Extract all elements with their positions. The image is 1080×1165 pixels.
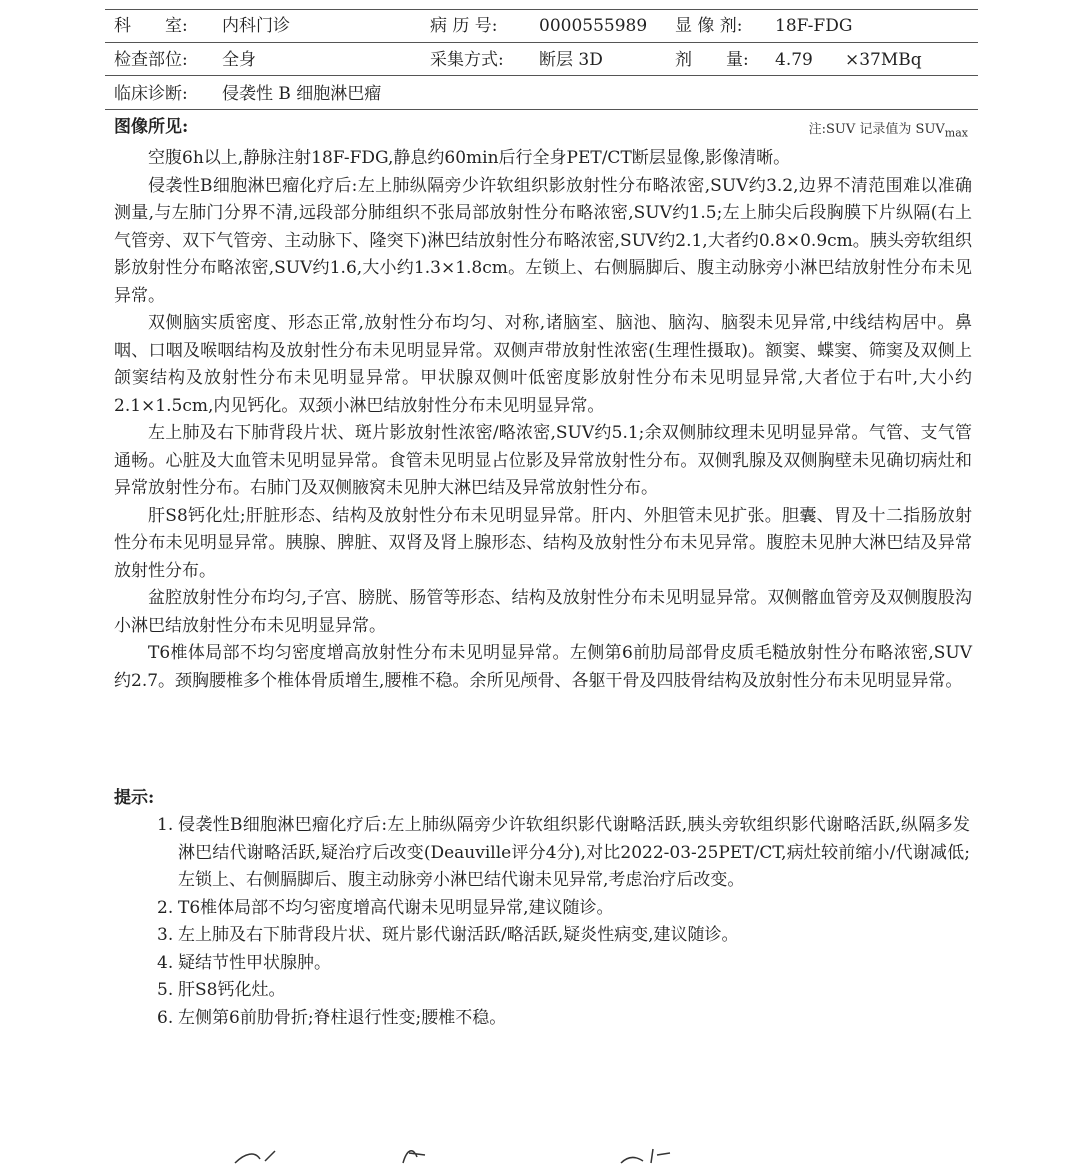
hint-item — [152, 895, 970, 923]
dept-label: 科 室: — [114, 16, 188, 36]
hint-text: 肝S8钙化灶。 — [178, 980, 286, 1000]
dose-value: 4.79 — [775, 50, 813, 70]
suv-note-text: 注:SUV 记录值为 SUV — [808, 122, 945, 137]
hint-number: 3. — [157, 925, 174, 945]
findings-paragraph: 左上肺及右下肺背段片状、斑片影放射性浓密/略浓密,SUV约5.1;余双侧肺纹理未见明显异常。气管、支气管通畅。心脏及大血管未见明显异常。食管未见明显占位影及异常放射性分布。双侧乳腺及双侧胸壁未见确切病灶和异常放射性分布。右肺门及双侧腋窝未见肿大淋巴结及异常放射性分布。 — [114, 423, 972, 498]
site-value: 全身 — [222, 50, 256, 70]
diagnosis-label: 临床诊断: — [114, 84, 188, 104]
hint-item — [152, 950, 970, 978]
agent-label: 显 像 剂: — [675, 16, 743, 36]
header-rule-2 — [105, 75, 978, 76]
findings-paragraph: 肝S8钙化灶;肝脏形态、结构及放射性分布未见明显异常。肝内、外胆管未见扩张。胆囊、胃及十二指肠放射性分布未见明显异常。胰腺、脾脏、双肾及肾上腺形态、结构及放射性分布未见异常。腹腔未见肿大淋巴结及异常放射性分布。 — [114, 505, 972, 581]
hint-number: 5. — [157, 980, 174, 1000]
agent-value: 18F-FDG — [775, 16, 853, 36]
findings-paragraph: T6椎体局部不均匀密度增高放射性分布未见明显异常。左侧第6前肋局部骨皮质毛糙放射性分布略浓密,SUV约2.7。颈胸腰椎多个椎体骨质增生,腰椎不稳。余所见颅骨、各躯干骨及四肢骨结构及放射性分布未见明显异常。 — [114, 643, 972, 691]
suv-note-sub: max — [944, 126, 968, 140]
signature-mark — [230, 1145, 290, 1165]
findings-paragraph: 空腹6h以上,静脉注射18F-FDG,静息约60min后行全身PET/CT断层显像,影像清晰。 — [148, 148, 791, 168]
hint-item — [152, 1005, 970, 1033]
hint-text: 左上肺及右下肺背段片状、斑片影代谢活跃/略活跃,疑炎性病变,建议随诊。 — [178, 925, 739, 945]
dept-value: 内科门诊 — [222, 16, 290, 36]
hint-item — [152, 922, 970, 950]
hints-list — [152, 812, 970, 1032]
signature-mark — [615, 1145, 675, 1165]
signature-mark — [395, 1145, 435, 1165]
hint-number: 1. — [157, 815, 174, 835]
diagnosis-value: 侵袭性 B 细胞淋巴瘤 — [222, 84, 382, 104]
mode-label: 采集方式: — [430, 50, 504, 70]
findings-body — [114, 145, 972, 695]
findings-title: 图像所见: — [114, 117, 189, 137]
dose-unit: ×37MBq — [845, 50, 922, 70]
record-value: 0000555989 — [539, 16, 648, 36]
hint-item — [152, 977, 970, 1005]
hints-title: 提示: — [114, 788, 155, 808]
header-rule-top — [105, 9, 978, 10]
mode-value: 断层 3D — [539, 50, 603, 70]
hint-text: 左侧第6前肋骨折;脊柱退行性变;腰椎不稳。 — [178, 1007, 507, 1028]
findings-paragraph: 侵袭性B细胞淋巴瘤化疗后:左上肺纵隔旁少许软组织影放射性分布略浓密,SUV约3.2,边界不清范围难以准确测量,与左肺门分界不清,远段部分肺组织不张局部放射性分布略浓密,SUV约1.5;左上肺尖后段胸膜下片纵隔(右上气管旁、双下气管旁、主动脉下、隆突下)淋巴结放射性分布略浓密,SUV约2.1,大者约0.8×0.9cm。胰头旁软组织影放射性分布略浓密,SUV约1.6,大小约1.3×1.8cm。左锁上、右侧膈脚后、腹主动脉旁小淋巴结放射性分布未见异常。 — [114, 175, 972, 306]
hint-number: 4. — [157, 952, 174, 973]
hint-text: 侵袭性B细胞淋巴瘤化疗后:左上肺纵隔旁少许软组织影代谢略活跃,胰头旁软组织影代谢略活跃,纵隔多发淋巴结代谢略活跃,疑治疗后改变(Deauville评分4分),对比2022-03-25PET/CT,病灶较前缩小/代谢减低;左锁上、右侧膈脚后、腹主动脉旁小淋巴结代谢未见异常,考虑治疗后改变。 — [178, 815, 970, 890]
hint-text: 疑结节性甲状腺肿。 — [178, 952, 331, 973]
hint-item — [152, 812, 970, 895]
findings-paragraph: 双侧脑实质密度、形态正常,放射性分布均匀、对称,诸脑室、脑池、脑沟、脑裂未见异常,中线结构居中。鼻咽、口咽及喉咽结构及放射性分布未见明显异常。双侧声带放射性浓密(生理性摄取)。额窦、蝶窦、筛窦及双侧上颌窦结构及放射性分布未见明显异常。甲状腺双侧叶低密度影放射性分布未见明显异常,大者位于右叶,大小约2.1×1.5cm,内见钙化。双颈小淋巴结放射性分布未见明显异常。 — [114, 313, 972, 416]
hint-number: 6. — [157, 1007, 174, 1028]
suv-note — [809, 118, 968, 140]
dose-label: 剂 量: — [675, 50, 749, 70]
hint-text: T6椎体局部不均匀密度增高代谢未见明显异常,建议随诊。 — [178, 897, 614, 918]
header-rule-1 — [105, 42, 978, 43]
record-label: 病 历 号: — [430, 16, 498, 36]
site-label: 检查部位: — [114, 50, 188, 70]
header-rule-3 — [105, 109, 978, 110]
findings-paragraph: 盆腔放射性分布均匀,子宫、膀胱、肠管等形态、结构及放射性分布未见明显异常。双侧髂血管旁及双侧腹股沟小淋巴结放射性分布未见明显异常。 — [114, 588, 972, 636]
hint-number: 2. — [157, 897, 174, 918]
